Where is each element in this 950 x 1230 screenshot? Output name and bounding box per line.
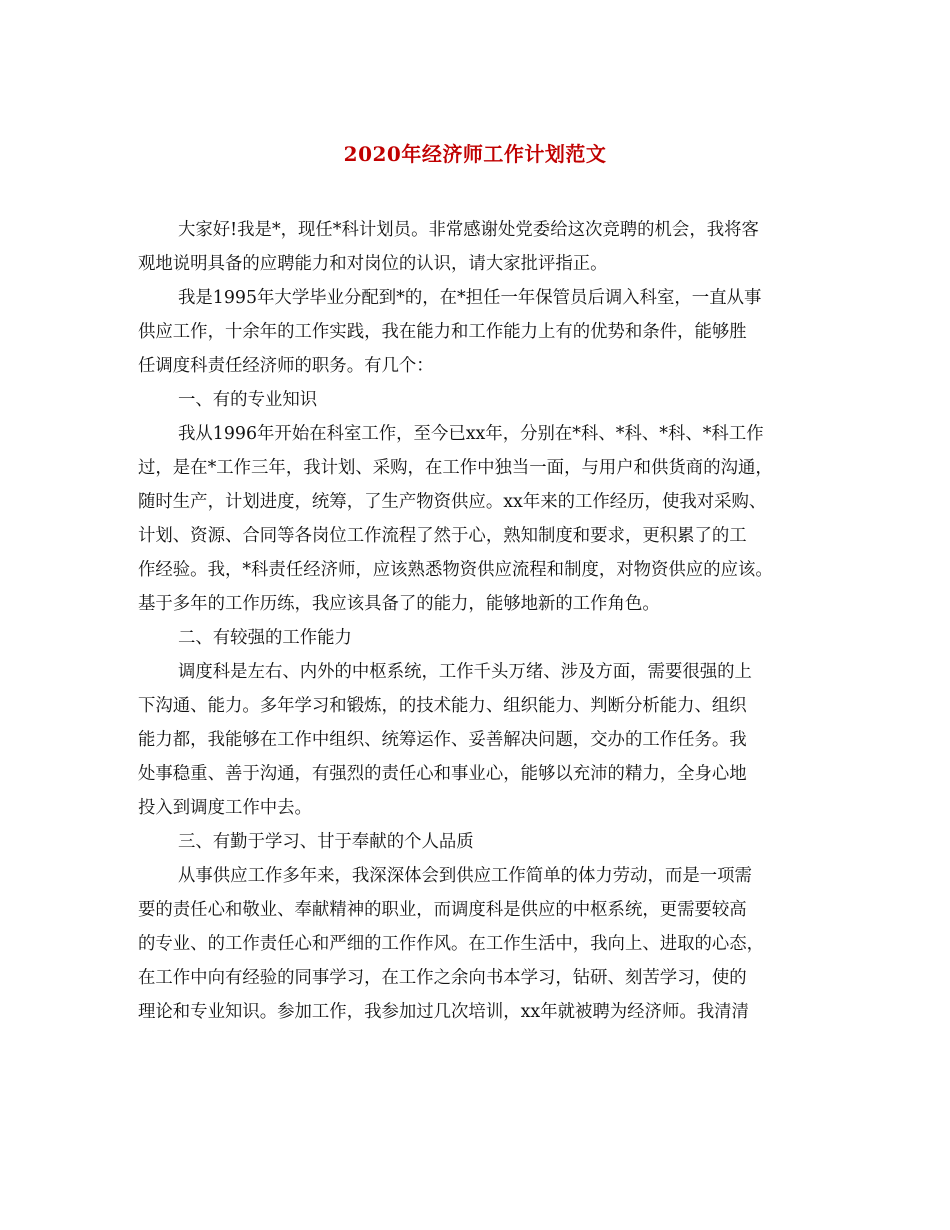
text-line: 投入到调度工作中去。 [138,798,312,818]
text-line: 供应工作，十余年的工作实践，我在能力和工作能力上有的优势和条件，能够胜 [138,322,747,342]
text-line: 观地说明具备的应聘能力和对岗位的认识，请大家批评指正。 [138,254,608,274]
text-line: 调度科是左右、内外的中枢系统，工作千头万绪、涉及方面，需要很强的上 [178,662,752,682]
text-line: 随时生产，计划进度，统筹，了生产物资供应。xx年来的工作经历，使我对采购、 [138,492,767,512]
text-line: 基于多年的工作历练，我应该具备了的能力，能够地新的工作角色。 [138,594,660,614]
text-line: 计划、资源、合同等各岗位工作流程了然于心，熟知制度和要求，更积累了的工 [138,526,747,546]
section-heading-3: 三、有勤于学习、甘于奉献的个人品质 [178,832,474,852]
text-line: 我是1995年大学毕业分配到*的，在*担任一年保管员后调入科室，一直从事 [178,288,762,308]
text-line: 理论和专业知识。参加工作，我参加过几次培训，xx年就被聘为经济师。我清清 [138,1002,749,1022]
text-line: 处事稳重、善于沟通，有强烈的责任心和事业心，能够以充沛的精力，全身心地 [138,764,747,784]
text-line: 从事供应工作多年来，我深深体会到供应工作简单的体力劳动，而是一项需 [178,866,752,886]
text-line: 过，是在*工作三年，我计划、采购，在工作中独当一面，与用户和供货商的沟通， [138,458,773,478]
section-heading-1: 一、有的专业知识 [178,390,318,410]
text-line: 在工作中向有经验的同事学习，在工作之余向书本学习，钻研、刻苦学习，使的 [138,968,747,988]
section-heading-2: 二、有较强的工作能力 [178,628,352,648]
text-line: 下沟通、能力。多年学习和锻炼，的技术能力、组织能力、判断分析能力、组织 [138,696,747,716]
text-line: 大家好!我是*，现任*科计划员。非常感谢处党委给这次竞聘的机会，我将客 [178,220,759,240]
text-line: 要的责任心和敬业、奉献精神的职业，而调度科是供应的中枢系统，更需要较高 [138,900,747,920]
text-line: 作经验。我，*科责任经济师，应该熟悉物资供应流程和制度，对物资供应的应该。 [138,560,773,580]
text-line: 我从1996年开始在科室工作，至今已xx年，分别在*科、*科、*科、*科工作 [178,424,764,444]
text-line: 的专业、的工作责任心和严细的工作作风。在工作生活中，我向上、进取的心态， [138,934,765,954]
document-body [138,213,818,1029]
text-line: 能力都，我能够在工作中组织、统筹运作、妥善解决问题，交办的工作任务。我 [138,730,747,750]
text-line: 任调度科责任经济师的职务。有几个： [138,356,434,376]
document-title: 2020年经济师工作计划范文 [343,142,607,166]
